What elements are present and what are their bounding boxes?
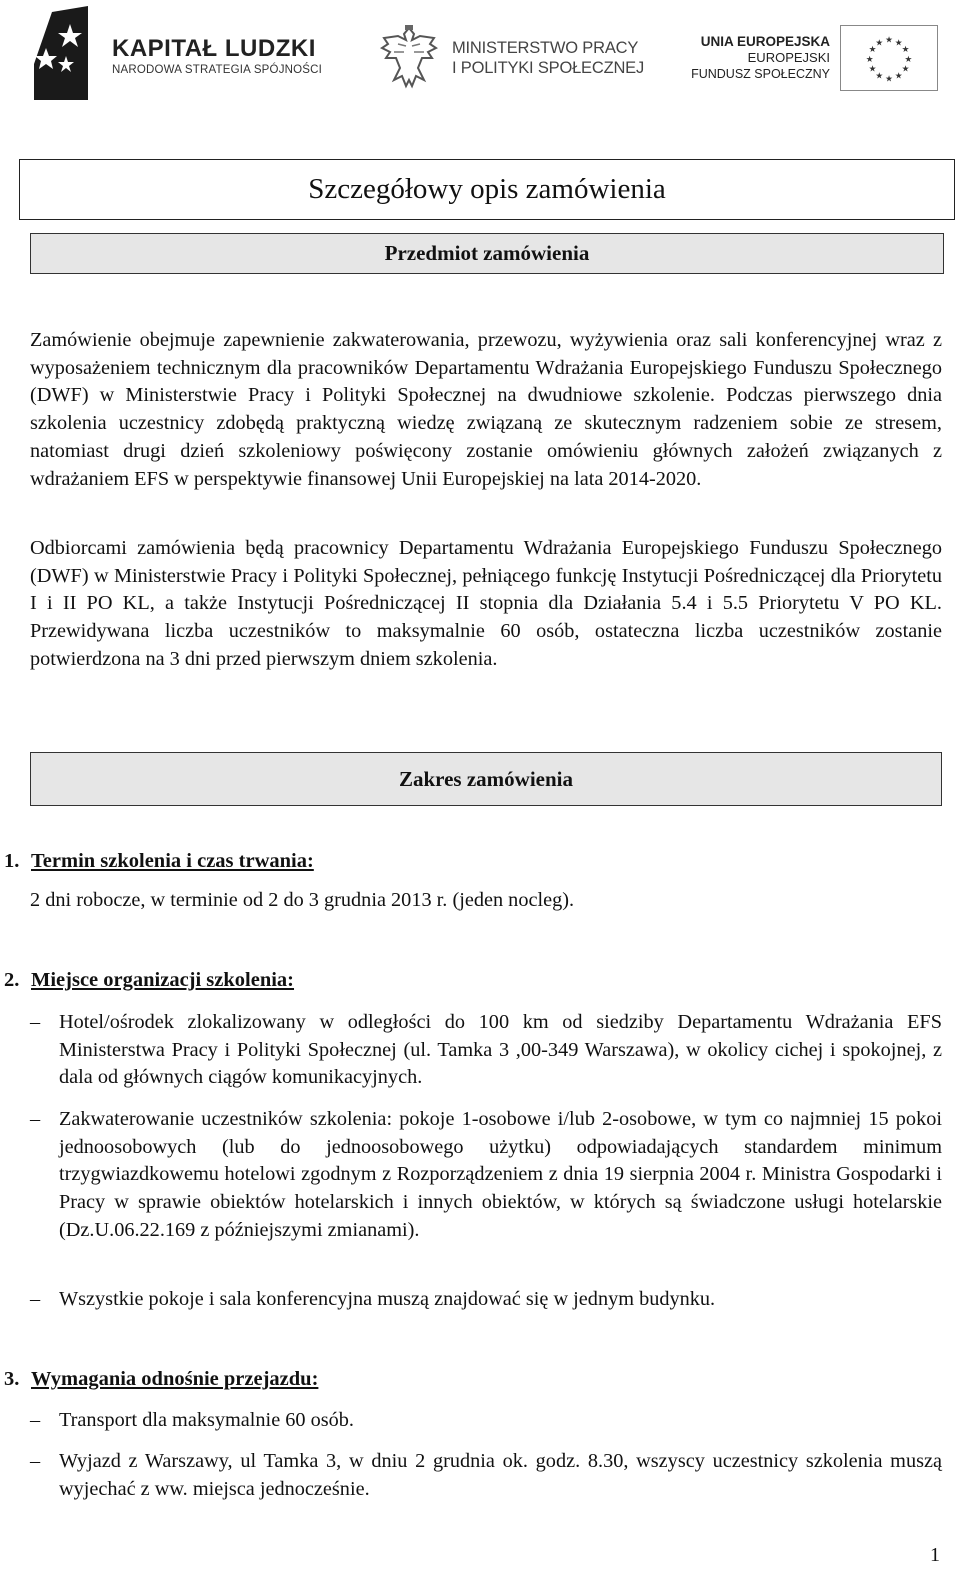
svg-text:★: ★	[865, 54, 874, 65]
heading-text: Wymagania odnośnie przejazdu:	[31, 1368, 319, 1390]
list-item-text: Zakwaterowanie uczestników szkolenia: pokoje 1-osobowe i/lub 2-osobowe, w tym co najmniej 15 pokoi jednoosobowych (lub do jednoosobowego użytku) odpowiadających standardem minimum trzygwiazdkowemu hotelowi zgodnym z Rozporządzeniem z dnia 19 sierpnia 2004 r. Ministra Gospodarki i Pracy w sprawie obiektów hotelarskich i innych obiektów, w których są świadczone usługi hotelarskie (Dz.U.06.22.169 z późniejszymi zmianami).	[59, 1108, 942, 1241]
eu-flag-icon	[840, 25, 938, 91]
paragraph-2: Odbiorcami zamówienia będą pracownicy Departamentu Wdrażania Europejskiego Funduszu Społecznego (DWF) w Ministerstwie Pracy i Polityki Społecznej, pełniącego funkcję Instytucji Pośredniczącej dla Priorytetu I i II PO KL, a także Instytucji Pośredniczącej II stopnia dla Działania 5.4 i 5.5 Priorytetu V PO KL. Przewidywana liczba uczestników to maksymalnie 60 osób, ostateczna liczba uczestników zostanie potwierdzona na 3 dni przed pierwszym dniem szkolenia.	[30, 537, 942, 670]
svg-text:★: ★	[875, 38, 884, 49]
svg-text:★: ★	[894, 38, 903, 49]
eu-text	[690, 34, 830, 82]
list-item	[30, 1286, 942, 1314]
svg-text:★: ★	[885, 35, 893, 46]
heading-number: 2.	[4, 969, 20, 991]
heading-text: Miejsce organizacji szkolenia:	[31, 969, 295, 991]
kapital-ludzki-subtitle: NARODOWA STRATEGIA SPÓJNOŚCI	[112, 64, 323, 76]
svg-text:★: ★	[901, 45, 910, 56]
logo-bar	[0, 0, 960, 110]
list-item	[30, 1407, 942, 1435]
kapital-ludzki-title: KAPITAŁ LUDZKI	[112, 35, 316, 62]
eu-line1: UNIA EUROPEJSKA	[700, 34, 830, 49]
list-item	[30, 1009, 942, 1092]
ministry-line2: I POLITYKI SPOŁECZNEJ	[452, 59, 645, 77]
svg-text:★: ★	[894, 71, 903, 82]
dash-bullet: –	[30, 1108, 41, 1130]
list-item-text: Hotel/ośrodek zlokalizowany w odległości do 100 km od siedziby Departamentu Wdrażania EFS Ministerstwa Pracy i Polityki Społecznej (ul. Tamka 3 ,00-349 Warszawa), w okolicy cichej i spokojnej, z dala od głównych ciągów komunikacyjnych.	[59, 1011, 942, 1089]
list-item-text: Wszystkie pokoje i sala konferencyjna muszą znajdować się w jednym budynku.	[59, 1288, 716, 1310]
list-item	[30, 1106, 942, 1245]
eu-line3: FUNDUSZ SPOŁECZNY	[691, 67, 830, 81]
dash-bullet: –	[30, 1288, 41, 1310]
svg-text:★: ★	[901, 64, 910, 75]
section-title-przedmiot: Przedmiot zamówienia	[30, 233, 944, 274]
svg-text:★: ★	[885, 74, 893, 85]
polish-eagle-emblem-icon	[378, 24, 440, 90]
svg-text:★: ★	[868, 64, 877, 75]
svg-text:★: ★	[875, 71, 884, 82]
section-title-zakres: Zakres zamówienia	[30, 752, 942, 806]
paragraph-1: Zamówienie obejmuje zapewnienie zakwaterowania, przewozu, wyżywienia oraz sali konferencyjnej wraz z wyposażeniem technicznym dla pracowników Departamentu Wdrażania Europejskiego Funduszu Społecznego (DWF) w Ministerstwie Pracy i Polityki Społecznej na dwudniowe szkolenie. Podczas pierwszego dnia szkolenia uczestnicy zdobędą praktyczną wiedzę związaną ze skutecznym radzeniem sobie ze stresem, natomiast drugi dzień szkoleniowy poświęcony zostanie omówieniu głównych założeń związanych z wdrażaniem EFS w perspektywie finansowej Unii Europejskiej na lata 2014-2020.	[30, 329, 942, 490]
heading-number: 3.	[4, 1368, 20, 1390]
item1-text: 2 dni robocze, w terminie od 2 do 3 grudnia 2013 r. (jeden nocleg).	[30, 889, 575, 911]
dash-bullet: –	[30, 1011, 41, 1033]
numbered-heading-1	[4, 848, 314, 874]
dash-bullet: –	[30, 1450, 41, 1472]
svg-text:★: ★	[904, 54, 913, 65]
kapital-ludzki-logo-icon	[30, 6, 92, 100]
document-title: Szczegółowy opis zamówienia	[19, 159, 955, 220]
svg-text:★: ★	[868, 45, 877, 56]
heading-text: Termin szkolenia i czas trwania:	[31, 850, 314, 872]
eu-line2: EUROPEJSKI	[747, 50, 830, 65]
heading-number: 1.	[4, 850, 20, 872]
numbered-heading-3	[4, 1366, 318, 1392]
ministry-line1: MINISTERSTWO PRACY	[452, 39, 639, 57]
page-number: 1	[930, 1544, 940, 1566]
list-item-text: Transport dla maksymalnie 60 osób.	[59, 1409, 354, 1431]
dash-bullet: –	[30, 1409, 41, 1431]
ministry-name	[452, 38, 644, 78]
numbered-heading-2	[4, 967, 294, 993]
list-item-text: Wyjazd z Warszawy, ul Tamka 3, w dniu 2 grudnia ok. godz. 8.30, wszyscy uczestnicy szkolenia muszą wyjechać z ww. miejsca jednocześnie.	[59, 1450, 942, 1500]
list-item	[30, 1448, 942, 1503]
kapital-ludzki-text	[112, 36, 322, 78]
